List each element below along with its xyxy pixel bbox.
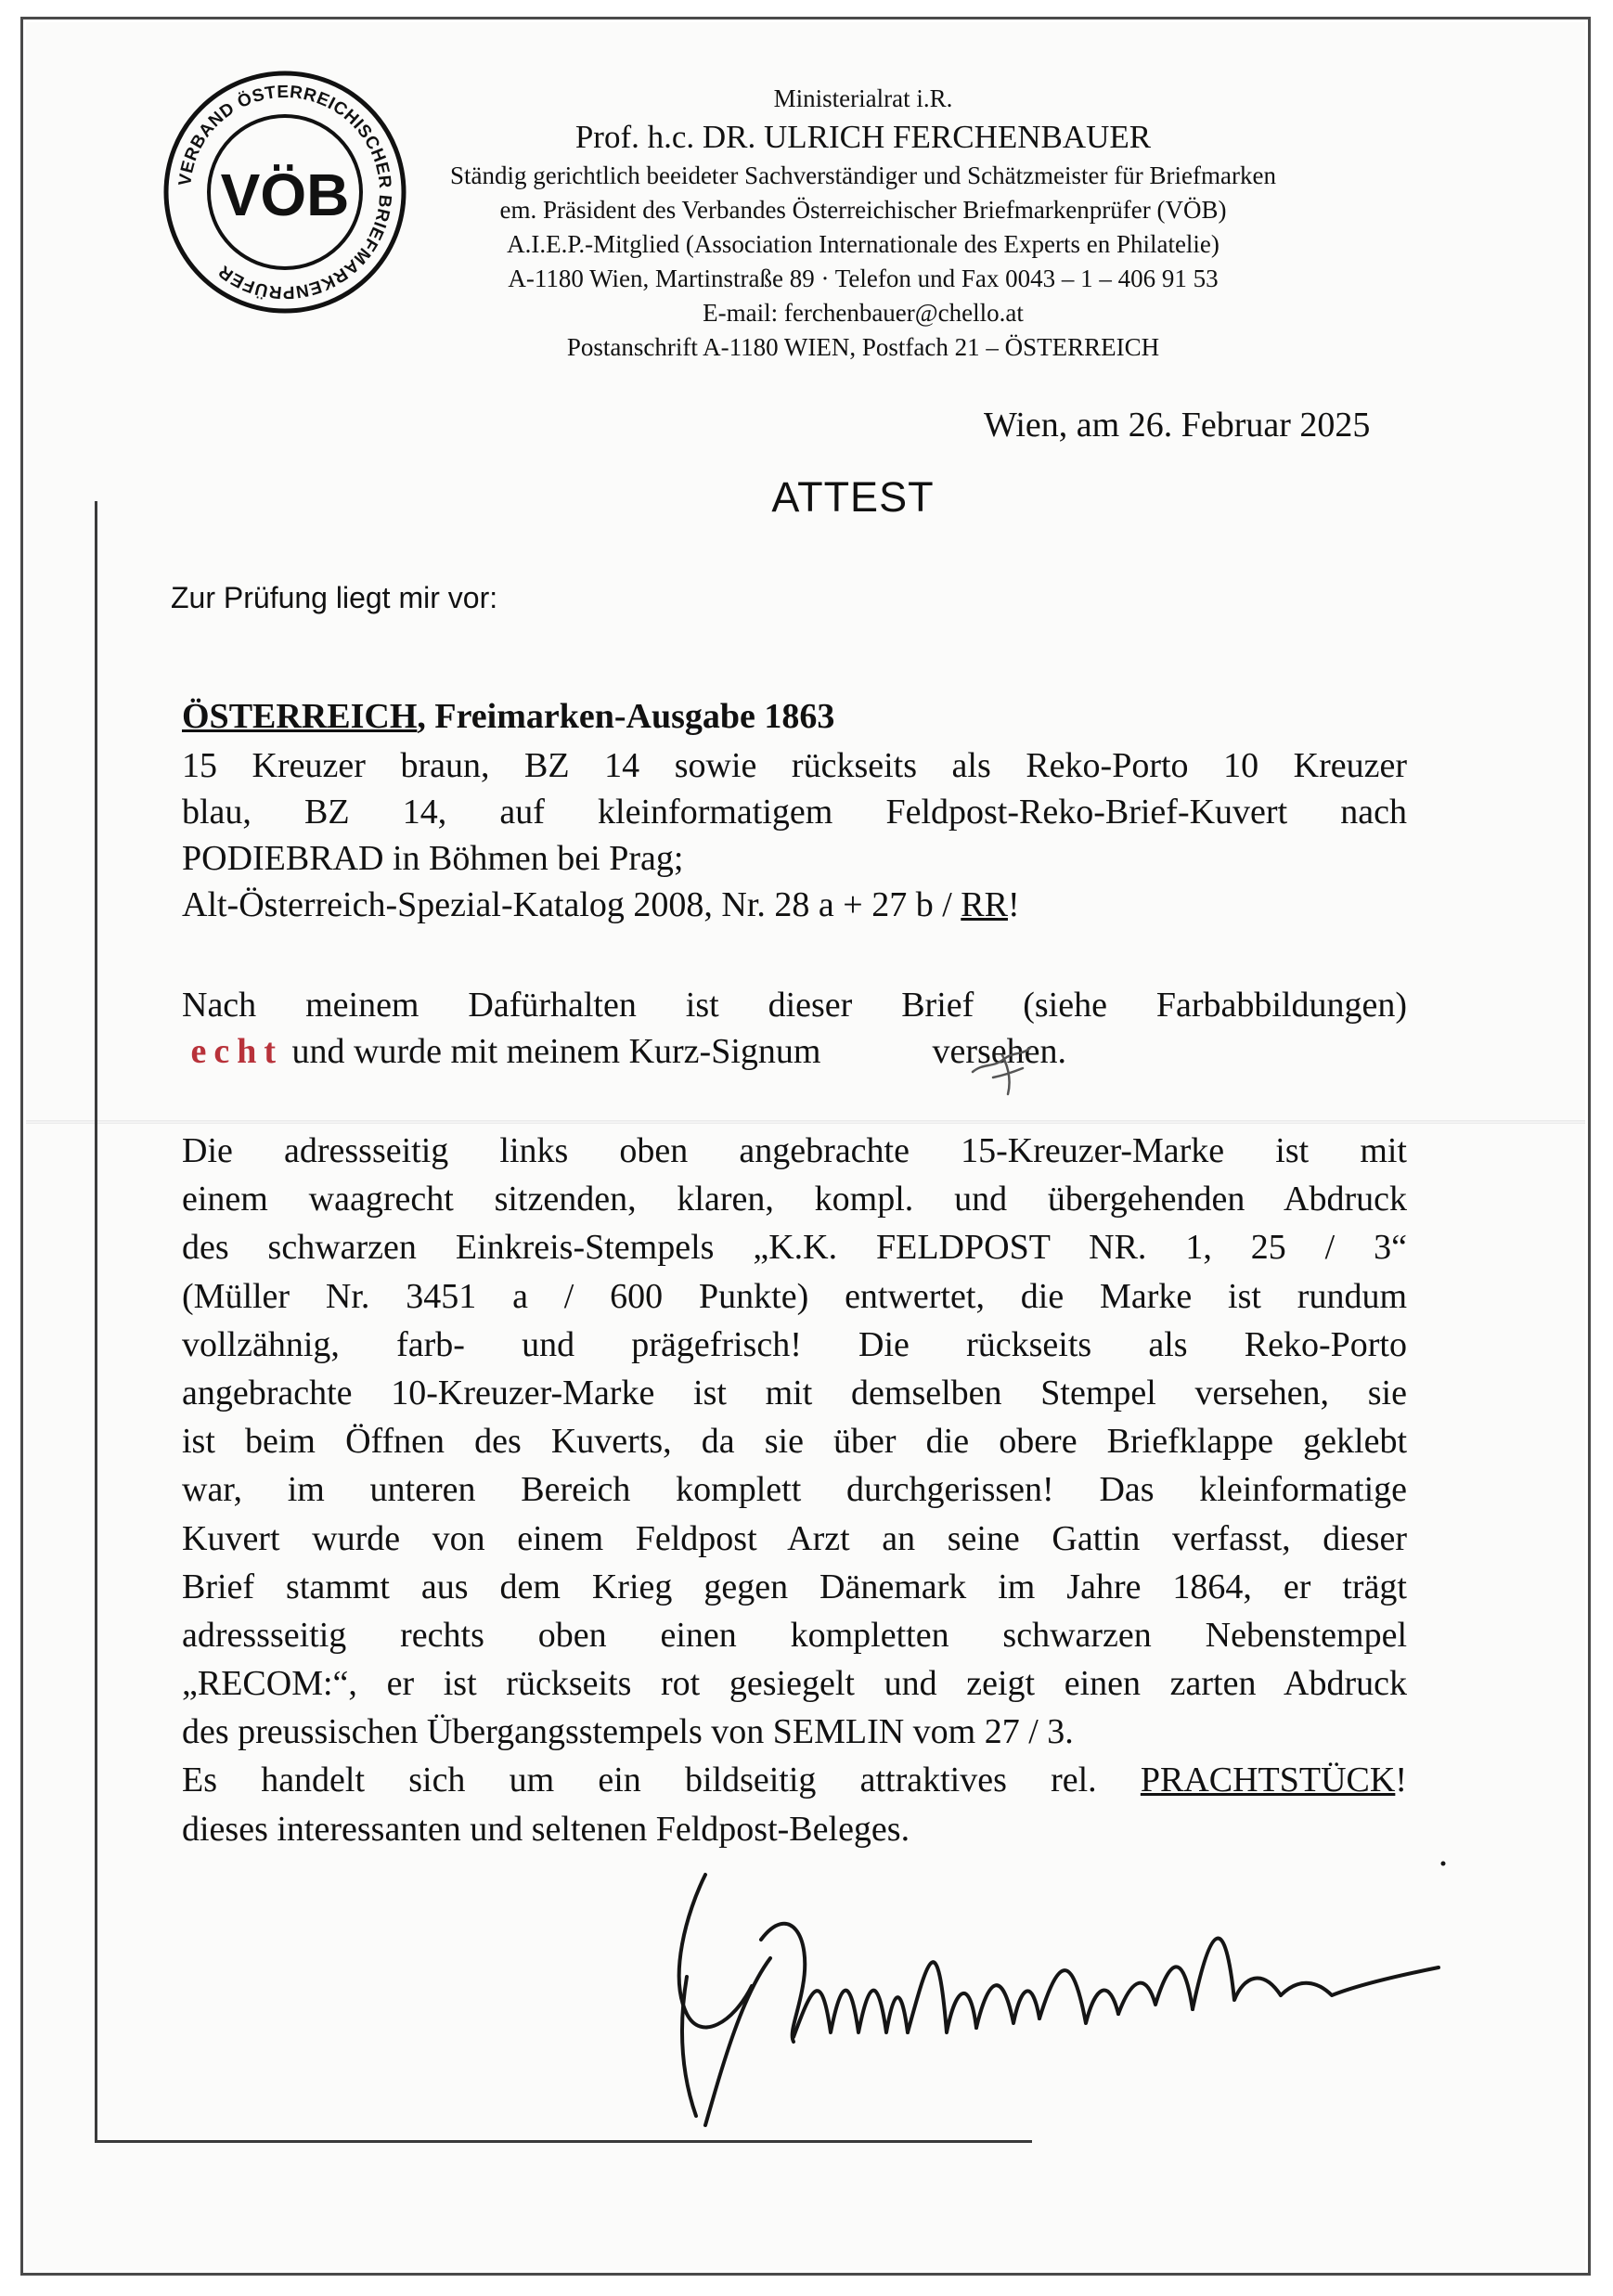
letterhead [399,82,1327,365]
item-heading [182,696,834,737]
text-line: Die adressseitig links oben angebrachte 15-Kreuzer-Marke ist mit [182,1131,1407,1170]
kurz-signum-icon [965,1035,1049,1100]
text-line: adressseitig rechts oben einen kompletten schwarzen Nebenstempel [182,1615,1407,1655]
text-line: dieses interessanten und seltenen Feldpost-Beleges. [182,1809,910,1849]
handwritten-signature-icon [650,1847,1448,2162]
text-line: Kuvert wurde von einem Feldpost Arzt an seine Gattin verfasst, dieser [182,1518,1407,1558]
verdict-line [182,1028,1407,1075]
verdict-end: versehen. [932,1032,1066,1071]
letterhead-name: Prof. h.c. DR. ULRICH FERCHENBAUER [574,119,1152,155]
condition-description [182,1127,1407,1853]
letterhead-email: E-mail: ferchenbauer@chello.at [703,299,1024,327]
letterhead-title: Ministerialrat i.R. [773,84,953,112]
seal-ring-text: VERBAND ÖSTERREICHISCHER BRIEFMARKENPRÜFER [175,82,395,303]
catalog-line [182,882,1407,928]
letterhead-line: Ständig gerichtlich beeideter Sachverständiger und Schätzmeister für Briefmarken [450,161,1276,189]
margin-line-vertical [95,501,97,2142]
text-line: Nach meinem Dafürhalten ist dieser Brief (siehe Farbabbildungen) [182,986,1407,1025]
text-line: des schwarzen Einkreis-Stempels „K.K. FELDPOST NR. 1, 25 / 3“ [182,1228,1407,1268]
prachtstueck-line [182,1756,1407,1804]
prachtstueck-mark: PRACHTSTÜCK [1140,1761,1396,1800]
text-line: angebrachte 10-Kreuzer-Marke ist mit demselben Stempel versehen, sie [182,1373,1407,1412]
heading-issue: , Freimarken-Ausgabe 1863 [417,697,835,736]
voeb-seal-icon [160,67,410,317]
intro-text: Zur Prüfung liegt mir vor: [171,581,498,614]
letterhead-postal: Postanschrift A-1180 WIEN, Postfach 21 – ÖSTERREICH [566,333,1160,361]
text-line: des preussischen Übergangsstempels von SEMLIN vom 27 / 3. [182,1712,1074,1752]
verdict-text: und wurde mit meinem Kurz-Signum [283,1032,821,1071]
item-description [182,742,1407,928]
catalog-end: ! [1007,885,1020,924]
text-line: war, im unteren Bereich komplett durchgerissen! Das kleinformatige [182,1470,1407,1510]
text-line: vollzähnig, farb- und prägefrisch! Die rückseits als Reko-Porto [182,1324,1407,1364]
text-line: blau, BZ 14, auf kleinformatigem Feldpost-Reko-Brief-Kuvert nach [182,793,1407,832]
text-segment-end: ! [1395,1761,1407,1800]
letterhead-address: A-1180 Wien, Martinstraße 89 · Telefon und Fax 0043 – 1 – 406 91 53 [508,264,1219,292]
paper-fold [26,1120,1585,1124]
verdict-echt: echt [190,1032,284,1071]
document-date: Wien, am 26. Februar 2025 [984,406,1371,445]
heading-country: ÖSTERREICH [182,697,418,736]
text-line: ist beim Öffnen des Kuverts, da sie über die obere Briefklappe geklebt [182,1422,1407,1462]
text-line: „RECOM:“, er ist rückseits rot gesiegelt und zeigt einen zarten Abdruck [182,1664,1407,1704]
text-line: (Müller Nr. 3451 a / 600 Punkte) entwertet, die Marke ist rundum [182,1276,1407,1316]
rarity-mark: RR [961,885,1008,924]
seal-center-text: VÖB [220,161,350,228]
text-line: Brief stammt aus dem Krieg gegen Dänemark im Jahre 1864, er trägt [182,1567,1407,1606]
letterhead-line: A.I.E.P.-Mitglied (Association Internationale des Experts en Philatelie) [507,230,1219,258]
text-line: 15 Kreuzer braun, BZ 14 sowie rückseits als Reko-Porto 10 Kreuzer [182,746,1407,785]
text-line: einem waagrecht sitzenden, klaren, kompl. und übergehenden Abdruck [182,1180,1407,1219]
letterhead-line: em. Präsident des Verbandes Österreichischer Briefmarkenprüfer (VÖB) [499,196,1227,224]
text-line: PODIEBRAD in Böhmen bei Prag; [182,839,684,878]
authenticity-statement [182,982,1407,1075]
document-title: ATTEST [771,473,935,521]
text-segment: Es handelt sich um ein bildseitig attraktives rel. [182,1761,1141,1800]
catalog-text: Alt-Österreich-Spezial-Katalog 2008, Nr. 28 a + 27 b / [182,885,961,924]
